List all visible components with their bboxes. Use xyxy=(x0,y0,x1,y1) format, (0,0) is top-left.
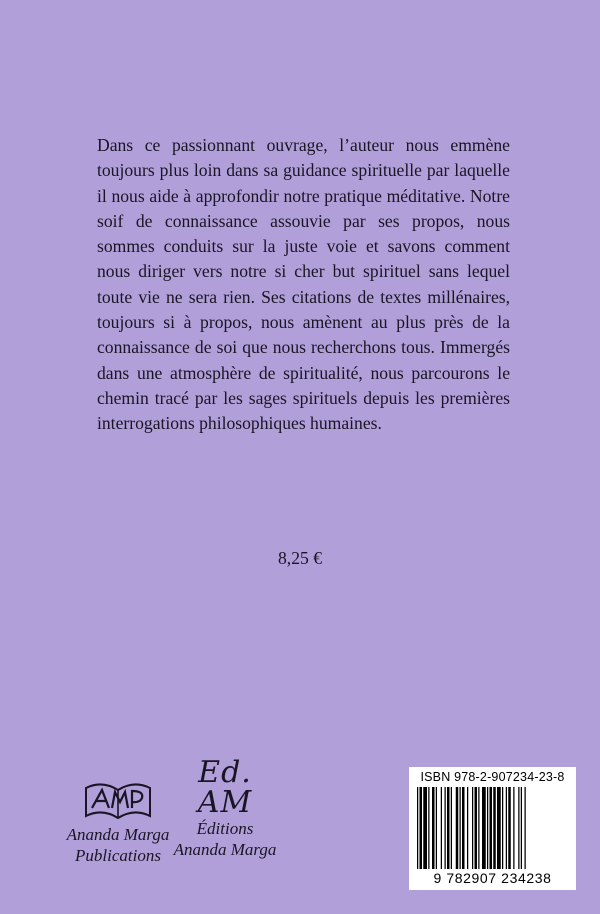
barcode-bar xyxy=(462,787,465,869)
open-book-logo-icon xyxy=(82,778,154,824)
am-mark: AM xyxy=(197,785,253,820)
back-cover-description: Dans ce passionnant ouvrage, l’auteur nous emmène toujours plus loin dans sa guidance spirituelle par laquelle il nous aide à approfondir notre pratique méditative. Notre soif de connaissance assouvie par ses propos, nous sommes conduits sur la juste voie et savons comment nous diriger vers notre si cher but spirituel sans lequel toute vie ne sera rien. Ses citations de textes millénaires, toujours si à propos, nous amènent au plus près de la connaissance de soi que nous recherchons tous. Immergés dans une atmosphère de spiritualité, nous parcourons le chemin tracé par les sages spirituels depuis les premières interrogations philosophiques humaines. xyxy=(97,135,510,434)
barcode-bar xyxy=(487,787,488,869)
barcode-bar xyxy=(428,787,429,869)
barcode-bar xyxy=(502,787,503,869)
ananda-marga-publications-logo xyxy=(58,778,178,866)
barcode-bar xyxy=(467,787,468,869)
barcode-bar xyxy=(436,787,437,869)
barcode-bar xyxy=(521,787,522,869)
barcode-bar xyxy=(423,787,427,869)
barcode-bar xyxy=(447,787,450,869)
publisher-name-line1: Ananda Marga xyxy=(66,825,170,844)
barcode-bar xyxy=(417,787,418,869)
price-label: 8,25 € xyxy=(278,548,322,568)
barcode-bar xyxy=(451,787,452,869)
barcode-bars xyxy=(415,787,570,871)
barcode-bar xyxy=(493,787,496,869)
barcode-bar xyxy=(432,787,435,869)
ean-digits: 9 782907 234238 xyxy=(433,870,552,886)
barcode-bar xyxy=(482,787,486,869)
barcode-bar xyxy=(497,787,501,869)
barcode-bar xyxy=(475,787,478,869)
barcode-bar xyxy=(456,787,459,869)
barcode-bar xyxy=(420,787,423,869)
barcode-bar xyxy=(472,787,473,869)
barcode-panel xyxy=(409,767,576,890)
barcode-bar xyxy=(525,787,526,869)
barcode-bar xyxy=(506,787,507,869)
isbn-label: ISBN 978-2-907234-23-8 xyxy=(420,770,565,784)
barcode-bar xyxy=(508,787,511,869)
barcode-bar xyxy=(490,787,493,869)
barcode-bar xyxy=(518,787,519,869)
ed-mark: Ed. xyxy=(198,755,252,790)
barcode-bar xyxy=(460,787,461,869)
barcode-bar xyxy=(445,787,446,869)
barcode-bar xyxy=(513,787,514,869)
ananda-marga-label: Ananda Marga xyxy=(173,840,277,859)
editions-ananda-marga-logo xyxy=(165,755,285,860)
barcode-bar xyxy=(478,787,479,869)
barcode-bar xyxy=(441,787,442,869)
editions-label: Éditions xyxy=(196,819,254,838)
publisher-name-line2: Publications xyxy=(75,846,161,865)
